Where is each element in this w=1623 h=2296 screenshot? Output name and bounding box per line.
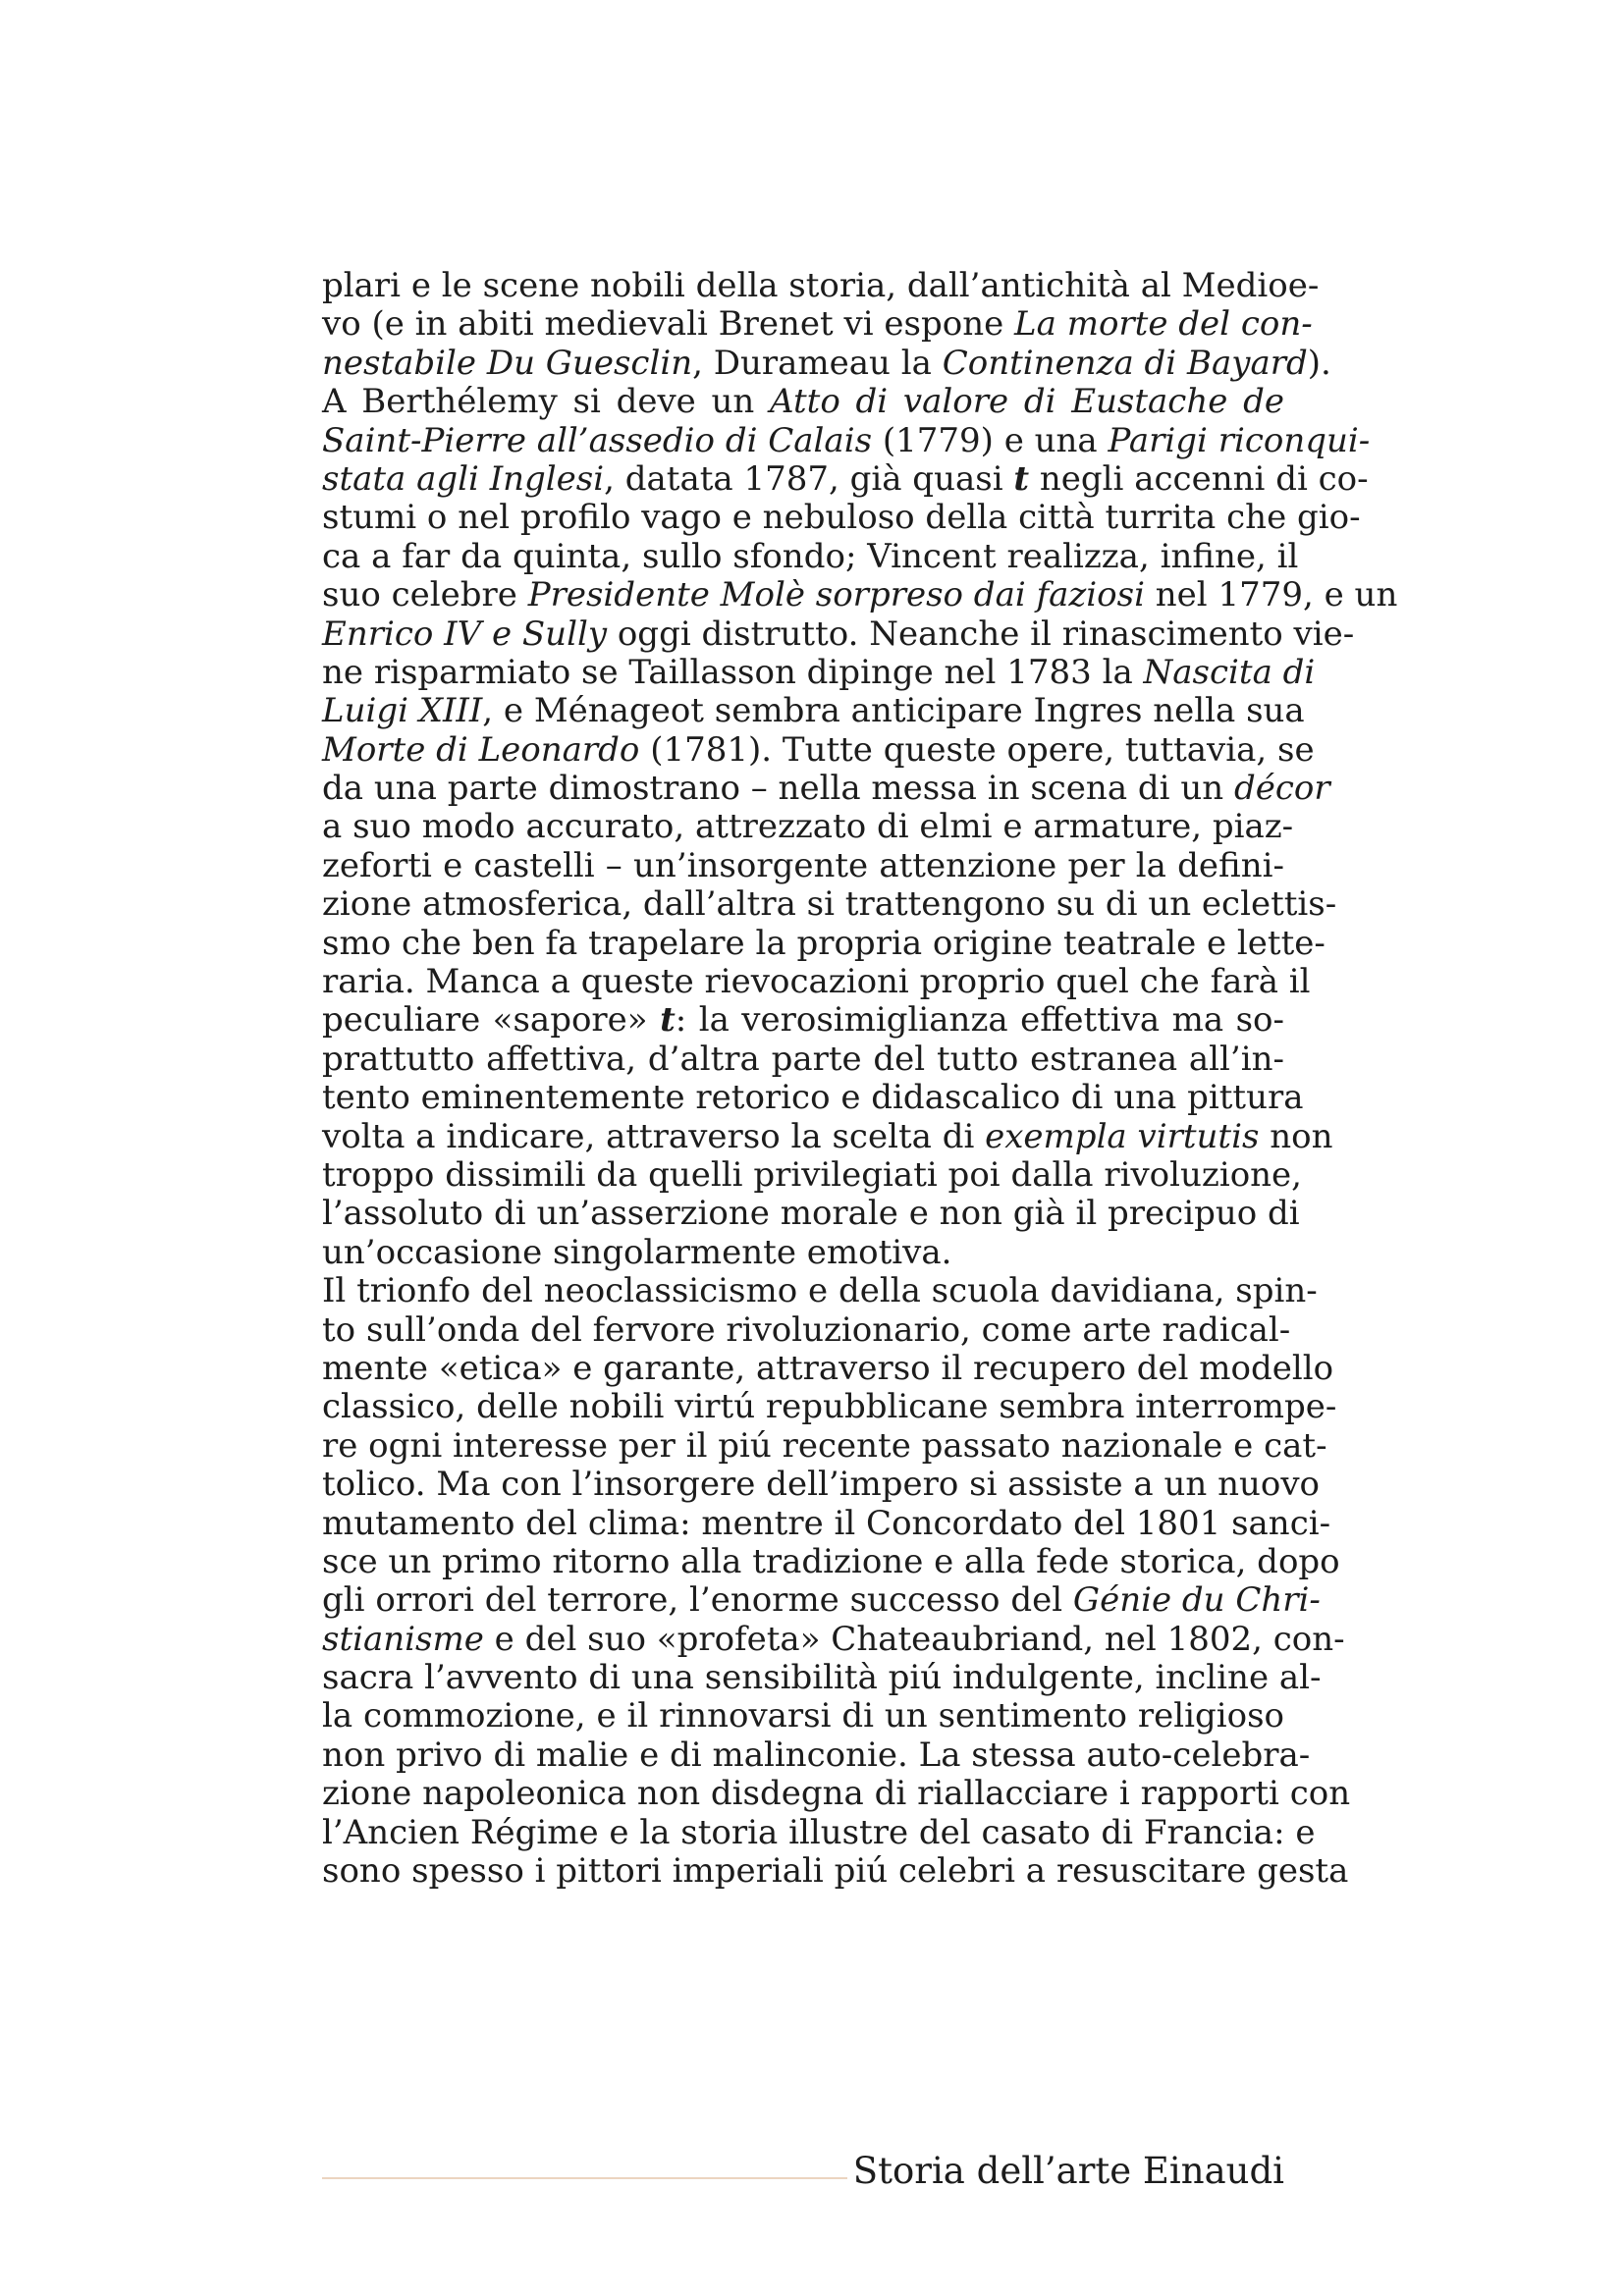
text-line — [322, 923, 1325, 963]
text-line — [322, 1425, 1327, 1466]
text-span: to sull’onda del fervore rivoluzionario, come arte radical- — [322, 1309, 1291, 1350]
text-span: mente «etica» e garante, attraverso il recupero del modello — [322, 1348, 1334, 1388]
italic-title: Continenza di Bayard — [942, 343, 1308, 383]
italic-term: exempla virtutis — [985, 1116, 1260, 1156]
text-line — [322, 962, 1311, 1002]
italic-title: Morte di Leonardo — [322, 729, 640, 770]
italic-title: La morte del con- — [1014, 304, 1313, 345]
text-span: gli orrori del terrore, l’enorme successo del — [322, 1580, 1073, 1621]
text-line — [322, 1348, 1334, 1388]
text-span: ca a far da quinta, sullo sfondo; Vincent realizza, infine, il — [322, 536, 1299, 576]
text-span: l’Ancien Régime e la storia illustre del casato di Francia: e — [322, 1812, 1316, 1852]
text-span: smo che ben fa trapelare la propria origine teatrale e lette- — [322, 923, 1325, 963]
text-span: mutamento del clima: mentre il Concordato del 1801 sanci- — [322, 1503, 1331, 1543]
text-line — [322, 1503, 1331, 1543]
italic-title: stata agli Inglesi — [322, 458, 605, 499]
text-span: non privo di malie e di malinconie. La stessa auto-celebra- — [322, 1735, 1311, 1775]
text-line — [322, 1001, 1284, 1040]
text-span: a suo modo accurato, attrezzato di elmi e armature, piaz- — [322, 807, 1294, 847]
text-line — [322, 1078, 1304, 1118]
text-line — [322, 1851, 1349, 1892]
text-span: A Berthélemy si deve un — [322, 382, 771, 422]
text-span: e del suo «profeta» Chateaubriand, nel 1802, con- — [483, 1619, 1345, 1659]
text-span: volta a indicare, attraverso la scelta di — [322, 1116, 986, 1156]
text-span: , e Ménageot sembra anticipare Ingres nella sua — [482, 691, 1305, 731]
text-span: non — [1259, 1116, 1333, 1156]
text-line — [322, 1580, 1321, 1621]
italic-title: Saint-Pierre all’assedio di Calais — [322, 420, 873, 460]
text-span: oggi distrutto. Neanche il rinascimento vie- — [607, 614, 1355, 654]
text-line — [322, 458, 1369, 499]
text-span: classico, delle nobili virtú repubblicane sembra interrompe- — [322, 1387, 1337, 1427]
italic-term: décor — [1233, 769, 1330, 809]
footer-title: Storia dell’arte Einaudi — [852, 2150, 1284, 2192]
text-line — [322, 729, 1315, 770]
text-span: da una parte dimostrano – nella messa in scena di un — [322, 769, 1234, 809]
text-span: l’assoluto di un’asserzione morale e non già il precipuo di — [322, 1194, 1300, 1234]
text-line — [322, 1309, 1291, 1350]
text-line — [322, 498, 1361, 538]
text-span: sacra l’avvento di una sensibilità piú indulgente, incline al- — [322, 1658, 1322, 1698]
text-span: : la verosimiglianza effettiva ma so- — [675, 1000, 1285, 1041]
text-line — [322, 691, 1305, 731]
troubadour-marker: t — [660, 1000, 676, 1041]
italic-title: Luigi XIII — [322, 691, 483, 731]
text-span: (1779) e una — [872, 420, 1109, 460]
text-line — [322, 1658, 1322, 1698]
text-line — [322, 536, 1299, 576]
text-line — [322, 266, 1320, 305]
text-span: ne risparmiato se Taillasson dipinge nel 1783 la — [322, 652, 1144, 692]
text-line — [322, 420, 1371, 460]
text-line — [322, 343, 1331, 383]
italic-title: nestabile Du Guesclin — [322, 343, 693, 383]
body-text — [322, 266, 1398, 1892]
text-line — [322, 1774, 1351, 1814]
text-line — [322, 1541, 1340, 1581]
italic-title: Atto di valore di Eustache de — [770, 382, 1284, 422]
text-span: troppo dissimili da quelli privilegiati poi dalla rivoluzione, — [322, 1154, 1302, 1195]
troubadour-marker: t — [1013, 458, 1030, 499]
text-span: zione atmosferica, dall’altra si trattengono su di un eclettis- — [322, 884, 1337, 925]
text-line — [322, 304, 1313, 345]
text-line — [322, 1465, 1321, 1505]
text-span: prattutto affettiva, d’altra parte del tutto estranea all’in- — [322, 1039, 1284, 1079]
text-line — [322, 769, 1330, 809]
italic-title: Presidente Molè sorpreso dai faziosi — [527, 575, 1145, 615]
text-span: ). — [1307, 343, 1331, 383]
text-span: zione napoleonica non disdegna di riallacciare i rapporti con — [322, 1774, 1351, 1814]
text-span: tento eminentemente retorico e didascalico di una pittura — [322, 1078, 1304, 1118]
italic-title: Génie du Chri- — [1072, 1580, 1321, 1621]
text-span: stumi o nel profilo vago e nebuloso della città turrita che gio- — [322, 498, 1361, 538]
text-line — [322, 1619, 1345, 1659]
text-span: re ogni interesse per il piú recente passato nazionale e cat- — [322, 1425, 1327, 1466]
text-span: negli accenni di co- — [1029, 458, 1369, 499]
text-span: raria. Manca a queste rievocazioni proprio quel che farà il — [322, 962, 1311, 1002]
paragraph-end-line — [322, 1234, 1284, 1272]
italic-title: Parigi riconqui- — [1108, 420, 1371, 460]
text-span: la commozione, e il rinnovarsi di un sentimento religioso — [322, 1696, 1284, 1736]
italic-title: stianisme — [322, 1619, 484, 1659]
footer-rule — [322, 2177, 847, 2179]
text-line — [322, 614, 1355, 654]
text-line — [322, 884, 1337, 925]
text-line — [322, 1697, 1284, 1735]
text-span: , datata 1787, già quasi — [604, 458, 1014, 499]
text-span: zeforti e castelli – un’insorgente attenzione per la defini- — [322, 845, 1284, 885]
italic-title: Enrico IV e Sully — [322, 614, 608, 654]
text-span: plari e le scene nobili della storia, dall’antichità al Medioe- — [322, 266, 1320, 305]
text-line — [322, 847, 1284, 885]
text-line — [322, 383, 1284, 421]
text-span: sce un primo ritorno alla tradizione e alla fede storica, dopo — [322, 1541, 1340, 1581]
text-span: un’occasione singolarmente emotiva. — [322, 1232, 952, 1272]
text-span: , Durameau la — [692, 343, 943, 383]
text-span: nel 1779, e un — [1144, 575, 1398, 615]
text-line — [322, 1041, 1284, 1079]
text-line — [322, 1154, 1302, 1195]
text-line — [322, 1812, 1316, 1852]
text-line — [322, 575, 1398, 615]
text-span: Il trionfo del neoclassicismo e della scuola davidiana, spin- — [322, 1271, 1318, 1311]
text-line — [322, 1116, 1333, 1156]
text-line — [322, 1194, 1300, 1234]
text-span: vo (e in abiti medievali Brenet vi espone — [322, 304, 1015, 345]
text-span: peculiare «sapore» — [322, 1000, 661, 1041]
italic-title: Nascita di — [1143, 652, 1316, 692]
text-span: suo celebre — [322, 575, 528, 615]
text-span: (1781). Tutte queste opere, tuttavia, se — [639, 729, 1315, 770]
text-line — [322, 1271, 1318, 1311]
text-line — [322, 807, 1294, 847]
text-line — [322, 1387, 1337, 1427]
text-span: sono spesso i pittori imperiali piú celebri a resuscitare gesta — [322, 1851, 1349, 1892]
text-span: tolico. Ma con l’insorgere dell’impero si assiste a un nuovo — [322, 1465, 1321, 1505]
text-line — [322, 652, 1316, 692]
text-line — [322, 1735, 1311, 1775]
